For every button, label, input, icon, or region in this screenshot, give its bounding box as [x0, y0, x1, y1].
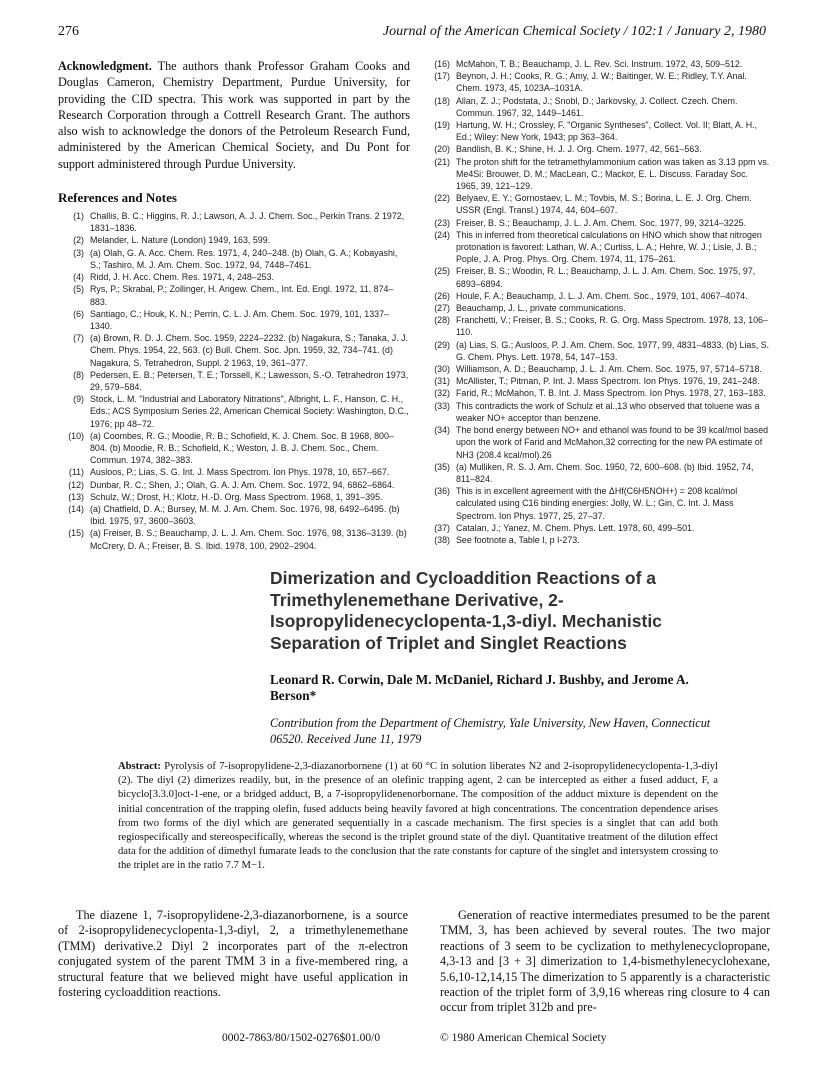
reference-item — [424, 229, 770, 266]
article-affiliation: Contribution from the Department of Chemistry, Yale University, New Haven, Connecticut 06520. Received June 11, 1979 — [270, 716, 711, 746]
reference-text: Franchetti, V.; Freiser, B. S.; Cooks, R. G. Org. Mass Spectrom. 1978, 13, 106–110. — [456, 315, 768, 338]
reference-item — [58, 430, 410, 467]
reference-item — [58, 308, 410, 332]
reference-number: (10) — [68, 430, 84, 441]
reference-number: (33) — [434, 400, 450, 411]
reference-text: Belyaev, E. Y.; Gornostaev, L. M.; Tovbis, M. S.; Borina, L. E. J. Org. Chem. USSR (Engl. Transl.) 1974, 44, 604–607. — [456, 193, 752, 216]
reference-number: (3) — [73, 247, 84, 258]
reference-item — [424, 424, 770, 461]
reference-text: Schulz, W.; Drost, H.; Klotz, H.-D. Org. Mass Spectrom. 1968, 1, 391–395. — [90, 491, 383, 502]
reference-number: (37) — [434, 522, 450, 533]
reference-text: Challis, B. C.; Higgins, R. J.; Lawson, A. J. J. Chem. Soc., Perkin Trans. 2 1972, 1831–1836. — [90, 211, 405, 234]
reference-text: Freiser, B. S.; Beauchamp, J. L. J. Am. Chem. Soc. 1977, 99, 3214–3225. — [456, 217, 747, 228]
reference-item — [424, 387, 770, 399]
footer-code: 0002-7863/80/1502-0276$01.00/0 — [222, 1032, 381, 1044]
reference-number: (4) — [73, 272, 84, 283]
body-text-right: Generation of reactive intermediates presumed to be the parent TMM, 3, has been achieved by several routes. The two major reactions of 3 seem to be cyclization to methylenecyclopropane, 4,3-13 and [3 + 3] dimerization to 1,4-bismethylenecyclohexane, 5.6,10-12,14,15 The dimerization to 5 apparently is a characteristic reaction of the triplet form of 3,9,16 whereas ring closure to 4 can occur from triplet 312b and pre- — [440, 908, 770, 1015]
left-column — [58, 58, 410, 552]
reference-number: (1) — [73, 211, 84, 222]
reference-item — [424, 522, 770, 534]
reference-item — [58, 271, 410, 283]
reference-item — [58, 466, 410, 478]
reference-item — [424, 143, 770, 155]
reference-number: (38) — [434, 534, 450, 545]
article-title: Dimerization and Cycloaddition Reactions of a Trimethylenemethane Derivative, 2-Isopropylidenecyclopenta-1,3-diyl. Mechanistic Separation of Triplet and Singlet Reactions — [270, 568, 662, 653]
reference-text: Beauchamp, J. L., private communications. — [456, 303, 626, 314]
reference-item — [58, 491, 410, 503]
reference-item — [58, 527, 410, 551]
reference-text: Santiago, C.; Houk, K. N.; Perrin, C. L. J. Am. Chem. Soc. 1979, 101, 1337–1340. — [90, 308, 389, 331]
reference-text: (a) Brown, R. D. J. Chem. Soc. 1959, 2224–2232. (b) Nagakura, S.; Tanaka, J. J. Chem. Phys. 1954, 22, 563. (c) Bull. Chem. Soc. Jpn. 1959, 32, 734–741. (d) Nagakura, S. Tetrahedron, Suppl. 2 1963, 19, 361–377. — [90, 333, 409, 368]
right-column — [424, 58, 770, 546]
reference-number: (2) — [73, 235, 84, 246]
reference-text: (a) Mulliken, R. S. J. Am. Chem. Soc. 1950, 72, 600–608. (b) Ibid. 1952, 74, 811–824. — [456, 461, 754, 484]
reference-number: (22) — [434, 193, 450, 204]
reference-text: This is in excellent agreement with the ΔHf(C6H5NOH+) = 208 kcal/mol calculated using C16 binding energies: Jolly, W. L.; Gin, C. Int. J. Mass Spectrom. Ion Phys. 1977, 25, 27–37. — [456, 486, 738, 521]
reference-item — [424, 192, 770, 216]
reference-item — [424, 156, 770, 193]
reference-item — [424, 375, 770, 387]
reference-number: (15) — [68, 528, 84, 539]
reference-number: (6) — [73, 308, 84, 319]
reference-item — [424, 400, 770, 424]
reference-number: (7) — [73, 333, 84, 344]
reference-number: (14) — [68, 503, 84, 514]
reference-text: Catalan, J.; Yanez, M. Chem. Phys. Lett. 1978, 60, 499–501. — [456, 522, 695, 533]
body-text-left: The diazene 1, 7-isopropylidene-2,3-diazanorbornene, is a source of 2-isopropylidenecyclopenta-1,3-diyl, 2, a trimethylenemethane (TMM) derivative.2 Diyl 2 incorporates part of the π-electron conjugated system of the parent TMM 3 in a five-membered ring, a structural feature that we believed might have useful application in fostering cycloaddition reactions. — [58, 908, 408, 1000]
reference-number: (32) — [434, 388, 450, 399]
reference-number: (21) — [434, 156, 450, 167]
reference-item — [424, 339, 770, 363]
reference-number: (31) — [434, 376, 450, 387]
reference-text: Dunbar, R. C.; Shen, J.; Olah, G. A. J. Am. Chem. Soc. 1972, 94, 6862–6864. — [90, 479, 395, 490]
abstract — [118, 760, 718, 874]
article-authors: Leonard R. Corwin, Dale M. McDaniel, Richard J. Bushby, and Jerome A. Berson* — [270, 672, 689, 703]
acknowledgment-label: Acknowledgment. — [58, 59, 152, 73]
reference-item — [424, 461, 770, 485]
reference-item — [58, 503, 410, 527]
reference-number: (9) — [73, 394, 84, 405]
references-list-left — [58, 210, 410, 552]
reference-item — [424, 119, 770, 143]
reference-item — [424, 290, 770, 302]
reference-number: (20) — [434, 144, 450, 155]
reference-number: (17) — [434, 71, 450, 82]
reference-text: McAllister, T.; Pitman, P. Int. J. Mass Spectrom. Ion Phys. 1976, 19, 241–248. — [456, 376, 760, 387]
reference-text: Beynon, J. H.; Cooks, R. G.; Amy, J. W.; Baitinger, W. E.; Ridley, T.Y. Anal. Chem. 1973, 45, 1023A–1031A. — [456, 71, 747, 94]
reference-item — [58, 247, 410, 271]
reference-item — [424, 363, 770, 375]
reference-text: (a) Chatfield, D. A.; Bursey, M. M. J. Am. Chem. Soc. 1976, 98, 6492–6495. (b) Ibid. 1975, 97, 3600–3603. — [90, 503, 400, 527]
reference-item — [424, 534, 770, 546]
reference-text: Melander, L. Nature (London) 1949, 163, 599. — [90, 235, 271, 246]
reference-text: Hartung, W. H.; Crossley, F. "Organic Syntheses", Collect. Vol. II; Blatt, A. H., Ed.; Wiley: New York, 1943; pp 363–364. — [456, 120, 758, 143]
reference-item — [58, 234, 410, 246]
reference-item — [424, 265, 770, 289]
abstract-text: Pyrolysis of 7-isopropylidene-2,3-diazanorbornene (1) at 60 °C in solution liberates N2 and 2-isopropylidenecyclopenta-1,3-diyl (2). The diyl (2) dimerizes readily, but, in the presence of an olefinic trapping agent, 2 can be intercepted as either a fused adduct, F, a bicyclo[3.3.0]oct-1-ene, or a bridged adduct, B, a 7-isopropylidenenorbornane. The composition of the adduct mixture is dependent on the initial concentration of the trapping olefin, fused adducts being heavily favored at high concentrations. The concentration dependence arises from two forms of the diyl which are generated sequentially in a cascade mechanism. The first species is a singlet that can add both regiospecifically and stereospecifically, whereas the second is the triplet ground state of the diyl. Quantitative treatment of the dilution effect data for the addition of dimethyl fumarate leads to the conclusion that the rate constants for capture of the singlet and intersystem crossing to the triplet are in the ratio 7.7 M−1. — [118, 761, 718, 872]
reference-text: The bond energy between NO+ and ethanol was found to be 39 kcal/mol based upon the work of Farid and McMahon,32 correcting for the new PA estimate of NH3 (208.4 kcal/mol).26 — [456, 425, 769, 460]
reference-text: Ridd, J. H. Acc. Chem. Res. 1971, 4, 248–253. — [90, 272, 275, 283]
reference-number: (24) — [434, 229, 450, 240]
reference-number: (13) — [68, 491, 84, 502]
reference-item — [58, 332, 410, 369]
page-header — [58, 24, 766, 44]
reference-item — [424, 70, 770, 94]
reference-item — [424, 217, 770, 229]
reference-text: This in inferred from theoretical calculations on HNO which show that nitrogen protonation is favored: Lathan, W. A.; Curtiss, L. A.; Hehre, W. J.; Lisle, J. B.; Pople, J. A. Prog. Phys. Org. Chem. 1974, 11, 175–261. — [456, 229, 762, 265]
reference-text: (a) Olah, G. A. Acc. Chem. Res. 1971, 4, 240–248. (b) Olah, G. A.; Kobayashi, S.; Tashiro, M. J. Am. Chem. Soc. 1972, 94, 7448–7461. — [90, 247, 398, 270]
reference-number: (12) — [68, 479, 84, 490]
reference-number: (18) — [434, 95, 450, 106]
reference-text: See footnote a, Table I, p I-273. — [456, 534, 580, 545]
reference-number: (8) — [73, 369, 84, 380]
reference-item — [58, 369, 410, 393]
reference-item — [424, 485, 770, 522]
reference-text: McMahon, T. B.; Beauchamp, J. L. Rev. Sci. Instrum. 1972, 43, 509–512. — [456, 59, 743, 69]
reference-number: (25) — [434, 266, 450, 277]
reference-number: (11) — [68, 467, 84, 478]
reference-text: Rys, P.; Skrabal, P.; Zollinger, H. Angew. Chem., Int. Ed. Engl. 1972, 11, 874–883. — [90, 284, 394, 307]
reference-text: Bandlish, B. K.; Shine, H. J. J. Org. Chem. 1977, 42, 561–563. — [456, 144, 702, 155]
reference-item — [58, 479, 410, 491]
reference-number: (35) — [434, 461, 450, 472]
reference-item — [58, 210, 410, 234]
reference-text: Ausloos, P.; Lias, S. G. Int. J. Mass Spectrom. Ion Phys. 1978, 10, 657–667. — [90, 467, 390, 478]
reference-item — [58, 283, 410, 307]
references-heading: References and Notes — [58, 190, 177, 206]
reference-text: The proton shift for the tetramethylammonium cation was taken as 3.13 ppm vs. Me4Si: Brouwer, D. M.; MacLean, C.; Mackor, E. L. Discuss. Faraday Soc. 1965, 39, 121–129. — [456, 156, 770, 192]
reference-text: Pedersen, E. B.; Petersen, T. E.; Torssell, K.; Lawesson, S.-O. Tetrahedron 1973, 29, 579–584. — [90, 369, 409, 392]
reference-number: (16) — [434, 59, 450, 69]
reference-number: (29) — [434, 339, 450, 350]
acknowledgment — [58, 58, 410, 172]
article-header — [270, 568, 730, 747]
reference-item — [424, 58, 770, 70]
reference-text: Houle, F. A.; Beauchamp, J. L. J. Am. Chem. Soc., 1979, 101, 4067–4074. — [456, 290, 748, 301]
reference-item — [424, 95, 770, 119]
acknowledgment-text: The authors thank Professor Graham Cooks and Douglas Cameron, Chemistry Department, Purdue University, for providing the CID spectra. This work was supported in part by the Research Corporation through a Cottrell Research Grant. The authors also wish to acknowledge the donors of the Petroleum Research Fund, administered by the American Chemical Society, and Du Pont for support administered through Purdue University. — [58, 59, 410, 171]
reference-number: (5) — [73, 284, 84, 295]
running-title: Journal of the American Chemical Society / 102:1 / January 2, 1980 — [382, 24, 766, 39]
reference-number: (27) — [434, 303, 450, 314]
reference-text: Freiser, B. S.; Woodin, R. L.; Beauchamp, J. L. J. Am. Chem. Soc. 1975, 97, 6893–6894. — [456, 266, 756, 289]
reference-number: (26) — [434, 290, 450, 301]
reference-text: This contradicts the work of Schulz et al.,13 who observed that toluene was a weaker NO+ acceptor than benzene. — [456, 400, 760, 423]
reference-item — [424, 314, 770, 338]
reference-text: (a) Lias, S. G.; Ausloos, P. J. Am. Chem. Soc. 1977, 99, 4831–4833. (b) Lias, S. G. Chem. Phys. Lett. 1978, 54, 147–153. — [456, 339, 770, 362]
reference-item — [58, 393, 410, 430]
reference-number: (30) — [434, 364, 450, 375]
reference-item — [424, 302, 770, 314]
reference-number: (34) — [434, 425, 450, 436]
reference-number: (36) — [434, 486, 450, 497]
reference-number: (19) — [434, 120, 450, 131]
reference-number: (28) — [434, 315, 450, 326]
reference-text: Stock, L. M. "Industrial and Laboratory Nitrations", Albright, L. F., Hanson, C. H., Eds.; ACS Symposium Series 22, American Chemical Society: Washington, D.C., 1976; pp 48–72. — [90, 394, 409, 429]
abstract-label: Abstract: — [118, 761, 161, 772]
reference-text: Williamson, A. D.; Beauchamp, J. L. J. Am. Chem. Soc. 1975, 97, 5714–5718. — [456, 364, 762, 375]
reference-text: (a) Coombes, R. G.; Moodie, R. B.; Schofield, K. J. Chem. Soc. B 1968, 800–804. (b) Moodie, R. B.; Schofield, K.; Weston, J. B. J. Chem. Soc., Chem. Commun. 1974, 382–383. — [90, 430, 394, 466]
reference-text: (a) Freiser, B. S.; Beauchamp, J. L. J. Am. Chem. Soc. 1976, 98, 3136–3139. (b) McCrery, D. A.; Freiser, B. S. Ibid. 1978, 100, 2902–2904. — [90, 528, 407, 551]
reference-number: (23) — [434, 217, 450, 228]
reference-text: Farid, R.; McMahon, T. B. Int. J. Mass Spectrom. Ion Phys. 1978, 27, 163–183. — [456, 388, 766, 399]
footer-copyright: © 1980 American Chemical Society — [440, 1032, 607, 1044]
reference-text: Allan, Z. J.; Podstata, J.; Snobl, D.; Jarkovsky, J. Collect. Czech. Chem. Commun. 1967, 32, 1449–1461. — [456, 95, 738, 118]
page-number: 276 — [58, 24, 79, 39]
references-list-right — [424, 58, 770, 546]
